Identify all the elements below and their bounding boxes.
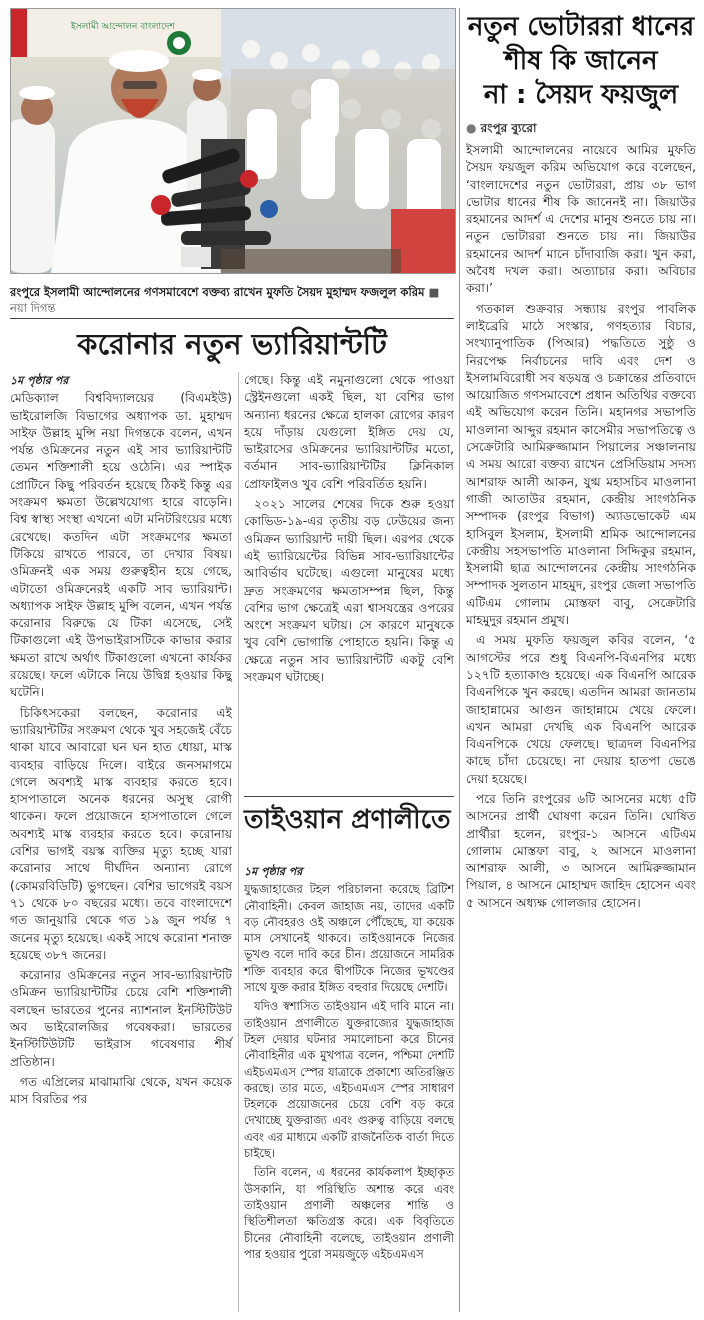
right-article-body	[466, 142, 696, 915]
main-article-column-1	[10, 372, 232, 1111]
rally-photo	[10, 8, 456, 274]
paragraph: ২০২১ সালের শেষের দিকে শুরু হওয়া কোভিড-১৯-এর তৃতীয় বড় ঢেউয়ের জন্য ওমিক্রন ভ্যারিয়ান্ট দায়ী ছিল। এরপর থেকে এই ভ্যারিয়েন্টের বিভিন্ন সাব-ভ্যারিয়ান্টের আবির্ভাব ঘটেছে। এগুলো মানুষের মধ্যে দ্রুত সংক্রমণের ক্ষমতাসম্পন্ন ছিল, কিন্তু বেশির ভাগ ক্ষেত্রেই এরা শ্বাসযন্ত্রের ওপরের অংশে সংক্রমণ ঘটায়। সে কারণে মানুষকে খুব বেশি ভোগান্তি পোহাতে হয়নি। কিন্তু এ ক্ষেত্রে নতুন সাব ভ্যারিয়ান্টটি একটু বেশি সংক্রমণ ঘটাচ্ছে।	[244, 497, 454, 685]
taiwan-headline: তাইওয়ান প্রণালীতে	[244, 805, 451, 835]
headline-line-2: শীষ কি জানেন	[504, 46, 658, 76]
divider	[244, 796, 454, 797]
paragraph: করোনার ওমিক্রনের নতুন সাব-ভ্যারিয়ান্টটি ওমিক্রন ভ্যারিয়ান্টটির চেয়ে বেশি শক্তিশালী বলছেন ভারতের পুনের ন্যাশনাল ইনস্টিটিউট অব ভাইরোলজির গবেষকরা। ভারতের ইনস্টিটিউটটি ভাইরাস গবেষণার শীর্ষ প্রতিষ্ঠান।	[10, 968, 232, 1069]
photo-credit: ■ নয়া দিগন্ত	[10, 285, 440, 315]
paragraph: গেছে। কিন্তু এই নমুনাগুলো থেকে পাওয়া স্ট্রেইনগুলো একই ছিল, যা বেশির ভাগ অন্যান্য ধরনের ক্ষেত্রে হালকা রোগের কারণ হয়ে দাঁড়ায় যেগুলো ইঙ্গিত দেয় যে, ভাইরাসের ওমিক্রনের ভ্যারিয়ান্টটির মতো, বর্তমান সাব-ভ্যারিয়ান্টটির ক্লিনিকাল প্রোফাইলও খুব বেশি পরিবর্তিত হয়নি।	[244, 373, 454, 491]
photo-credit-text: নয়া দিগন্ত	[10, 301, 56, 315]
taiwan-article-body	[244, 864, 454, 1265]
column-divider	[238, 372, 239, 1312]
paragraph: এ সময় মুফতি ফয়জুল কবির বলেন, ‘৫ আগস্টের পরে শুধু বিএনপি-বিএনপির মধ্যে ১২৭টি হত্যাকাণ্ড হয়েছে। এক বিএনপি আরেক বিএনপিকে খুন করছে। এতদিন আমরা জানতাম জাহান্নামের আগুন জাহান্নামে খেয়ে ফেলে। এখন আমরা দেখছি এক বিএনপি আরেক বিএনপিকে খেয়ে ফেলছে। ছাত্রদল বিএনপির কাছে চাঁদা চেয়েছে। না দেয়ায় হাতপা ভেঙে দেয়া হয়েছে।	[466, 633, 696, 786]
photo-caption	[10, 284, 454, 316]
paragraph: গত এপ্রিলের মাঝামাঝি থেকে, যখন কয়েক মাস বিরতির পর	[10, 1074, 232, 1107]
paragraph: তিনি বলেন, এ ধরনের কার্যকলাপ ইচ্ছাকৃত উসকানি, যা পরিস্থিতি অশান্ত করে এবং তাইওয়ান প্রণালী অঞ্চলের শান্তি ও স্থিতিশীলতা ক্ষতিগ্রস্ত করে। এক বিবৃতিতে চীনের নৌবাহিনী বলেছে, তাইওয়ান প্রণালী পার হওয়ার পুরো সময়জুড়ে এইচএমএস	[244, 1165, 454, 1261]
paragraph: পরে তিনি রংপুরের ৬টি আসনের মধ্যে ৫টি আসনের প্রার্থী ঘোষণা করেন তিনি। ঘোষিত প্রার্থীরা হলেন, রংপুর-১ আসনে এটিএম গোলাম মোস্তফা বাবু, ২ আসনে মাওলানা আশরাফ আলী, ৩ আসনে আমিরুজ্জামান পিয়াল, ৪ আসনে মোহাম্মদ জাহিদ হোসেন এবং ৫ আসনে অধ্যক্ষ গোলজার হোসেন।	[466, 791, 696, 910]
caption-text: রংপুরে ইসলামী আন্দোলনের গণসমাবেশে বক্তব্য রাখেন মুফতি সৈয়দ মুহাম্মদ ফজলুল করিম	[10, 285, 425, 299]
bullet-icon: ●	[466, 121, 477, 135]
paragraph: যুদ্ধজাহাজের টহল পরিচালনা করেছে ব্রিটিশ নৌবাহিনী। কেবল জাহাজ নয়, তাদের একটি বড় নৌবহরও ওই অঞ্চলে পৌঁছেছে, যা কয়েক মাস সেখানেই থাকবে। তাইওয়ানকে নিজের ভূখণ্ড বলে দাবি করে চীন। প্রয়োজনে সামরিক শক্তি ব্যবহার করে দ্বীপটিকে নিজের ভূখণ্ডের সাথে যুক্ত করার ইঙ্গিত বহুবার দিয়েছে দেশটি।	[244, 882, 454, 995]
paragraph: মেডিক্যাল বিশ্ববিদ্যালয়ের (বিএমইউ) ভাইরোলজি বিভাগের অধ্যাপক ডা. মুহাম্মদ সাইফ উল্লাহ মুন্সি নয়া দিগন্তকে বলেন, এখন পর্যন্ত ওমিক্রনের নতুন এই সাব ভ্যারিয়ান্টটি তেমন শক্তিশালী হয়ে ওঠেনি। এর স্পাইক প্রোটিনে কিছু পরিবর্তন হয়েছে ঠিকই কিন্তু এর সংক্রমণ ক্ষমতা উল্লেখযোগ্য হারে বাড়েনি। বিশ্ব স্বাস্থ্য সংস্থা এখনো এটা মনিটরিংয়ের মধ্যে রেখেছে। কতদিন এটা সংক্রমণের ক্ষমতা টিকিয়ে রাখতে পারবে, তা দেখার বিষয়। ওমিক্রনই এক সময় গুরুত্বহীন হয়ে গেছে, এটাতো ওমিক্রনেরই একটি সাব ভ্যারিয়ান্ট। অধ্যাপক সাইফ উল্লাহ মুন্সি বলেন, এখন পর্যন্ত করোনার বিরুদ্ধে যে টিকা এসেছে, সেই টিকাগুলো এই উপভাইরাসটিকে কাভার করার ক্ষমতা রাখে অর্থাৎ টিকাগুলো এখনো কার্যকর রয়েছে। ফলে এটাকে নিয়ে উদ্বিগ্ন হওয়ার কিছু ঘটেনি।	[10, 391, 232, 700]
banner-text: ইসলামী আন্দোলন বাংলাদেশ	[71, 22, 175, 32]
continued-from-label: ১ম পৃষ্ঠার পর	[244, 865, 303, 878]
main-headline: করোনার নতুন ভ্যারিয়ান্টটি	[77, 327, 387, 361]
byline	[466, 120, 696, 140]
continued-from-label: ১ম পৃষ্ঠার পর	[10, 374, 69, 387]
divider	[10, 318, 454, 319]
headline-line-3: না : সৈয়দ ফয়জুল	[483, 80, 679, 110]
right-article-headline	[466, 10, 696, 112]
column-divider	[459, 8, 460, 1312]
paragraph: চিকিৎসকেরা বলছেন, করোনার এই ভ্যারিয়ান্টটির সংক্রমণ থেকে খুব সহজেই বেঁচে থাকা যাবে আবারো ঘন ঘন হাত ধোয়া, মাস্ক ব্যবহার বাড়িয়ে দিলে। বাইরে জনসমাগমে গেলে অবশ্যই মাস্ক ব্যবহার করতে হবে। হাসপাতালে অনেক ধরনের অসুস্থ রোগী থাকেন। ফলে প্রয়োজনে হাসপাতালে গেলে অবশ্যই মাস্ক ব্যবহার করতে হবে। করোনায় বেশির ভাগই বয়স্ক ব্যক্তির মৃত্যু হচ্ছে যারা করোনার সাথে দীর্ঘদিন অন্যান্য রোগে (কোমরবিডিটি) ভুগছেন। বেশির ভাগেরই বয়স ৭১ থেকে ৮০ বছরের মধ্যে। তবে বাংলাদেশে গত জানুয়ারি থেকে গত ১৯ জুন পর্যন্ত ৭ জনের মৃত্যু হয়েছে। একই সাথে করোনা শনাক্ত হয়েছে ৩৮৭ জনের।	[10, 705, 232, 962]
rally-speaker-photo-icon	[11, 9, 455, 273]
byline-text: রংপুর ব্যুরো	[480, 121, 537, 135]
paragraph: গতকাল শুক্রবার সন্ধ্যায় রংপুর পাবলিক লাইব্রেরি মাঠে সংস্কার, গণহত্যার বিচার, সংখ্যানুপাতিক (পিআর) পদ্ধতিতে সুষ্ঠু ও নিরপেক্ষ নির্বাচনের দাবি এবং দেশ ও ইসলামবিরোধী সব ষড়যন্ত্র ও চক্রান্তের প্রতিবাদে আয়োজিত গণসমাবেশে প্রধান অতিথির বক্তব্যে এই অভিযোগ করেন তিনি। মহানগর সভাপতি মাওলানা আব্দুর রহমান কাসেমীর সভাপতিত্বে ও সেক্রেটারি আমিরুজ্জামান পিয়ালের সঞ্চালনায় এ সময় আরো বক্তব্য রাখেন প্রেসিডিয়াম সদস্য আশরাফ আলী আকন, যুগ্ম মহাসচিব মাওলানা গাজী আতাউর রহমান, কেন্দ্রীয় সাংগঠনিক সম্পাদক (রংপুর বিভাগ) অ্যাডভোকেট এম হাসিবুল ইসলাম, ইসলামী শ্রমিক আন্দোলনের কেন্দ্রীয় সহসভাপতি মাওলানা সিদ্দিকুর রহমান, ইসলামী ছাত্র আন্দোলনের কেন্দ্রীয় সাংগঠনিক সম্পাদক সুলতান মাহমুদ, রংপুর জেলা সভাপতি এটিএম গোলাম মোস্তফা বাবু, সেক্রেটারি মাহমুদুর রহমান প্রমুখ।	[466, 301, 696, 628]
main-article-column-2	[244, 372, 454, 689]
headline-line-1: নতুন ভোটাররা ধানের	[467, 12, 695, 42]
paragraph: যদিও স্বশাসিত তাইওয়ান এই দাবি মানে না। তাইওয়ান প্রণালীতে যুক্তরাজ্যের যুদ্ধজাহাজ টহল দেয়ার ঘটনার সমালোচনা করে চীনের নৌবাহিনীর এক মুখপাত্র বলেন, পশ্চিমা দেশটি এইচএমএস স্পের যাত্রাকে প্রকাশ্যে অতিরঞ্জিত করছে। তার মতে, এইচএমএস স্পের সাধারণ টহলকে প্রয়োজনের চেয়ে বেশি বড় করে দেখাচ্ছে যুক্তরাজ্য এবং গুরুত্ব বাড়িয়ে বলছে এবং এর মাধ্যমে একটি রাজনৈতিক বার্তা দিতে চাইছে।	[244, 999, 454, 1161]
paragraph: ইসলামী আন্দোলনের নায়েবে আমির মুফতি সৈয়দ ফয়জুল করিম অভিযোগ করে বলেছেন, ‘বাংলাদেশের নতুন ভোটাররা, প্রায় ৩৮ ভাগ ভোটার ধানের শীষ কি জানেনই না। জিয়াউর রহমানের আদর্শ এ দেশের মানুষ শুনতে চায় না। নতুন ভোটাররা শুনতে চায় না। জিয়াউর রহমানের আদর্শ মানে চাঁদাবাজি করা। খুন করা, অবৈধ দখল করা। অত্যাচার করা। অবিচার করা।’	[466, 143, 696, 296]
